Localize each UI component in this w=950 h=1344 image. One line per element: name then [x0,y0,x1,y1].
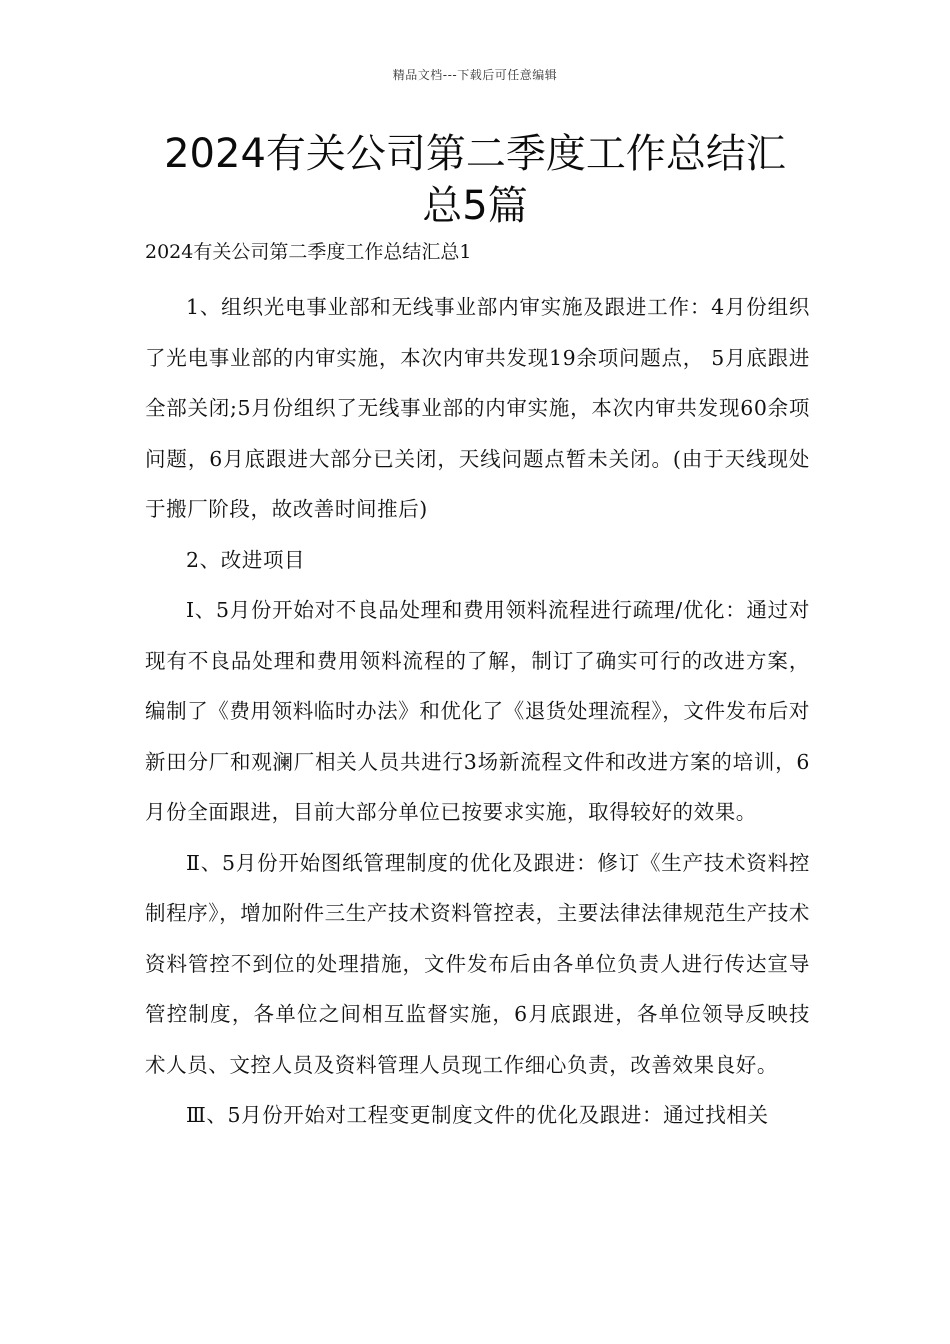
document-body [145,234,810,1141]
paragraph-1: 1、组织光电事业部和无线事业部内审实施及跟进工作：4月份组织了光电事业部的内审实施，本次内审共发现19余项问题点， 5月底跟进全部关闭;5月份组织了无线事业部的内审实施，本次内审共发现60余项问题，6月底跟进大部分已关闭，天线问题点暂未关闭。(由于天线现处于搬厂阶段，故改善时间推后) [145,295,810,521]
header-note: 精品文档---下载后可任意编辑 [392,68,558,82]
section-subtitle: 2024有关公司第二季度工作总结汇总1 [145,241,472,263]
paragraph-4: Ⅱ、5月份开始图纸管理制度的优化及跟进：修订《生产技术资料控制程序》，增加附件三生产技术资料管控表，主要法律法律规范生产技术资料管控不到位的处理措施，文件发布后由各单位负责人进行传达宣导管控制度，各单位之间相互监督实施，6月底跟进，各单位领导反映技术人员、文控人员及资料管理人员现工作细心负责，改善效果良好。 [145,850,810,1077]
paragraph-5: Ⅲ、5月份开始对工程变更制度文件的优化及跟进：通过找相关 [186,1103,769,1127]
document-title: 2024有关公司第二季度工作总结汇总5篇 [164,131,786,229]
paragraph-2: 2、改进项目 [186,547,306,572]
paragraph-3: Ⅰ、5月份开始对不良品处理和费用领料流程进行疏理/优化：通过对现有不良品处理和费用领料流程的了解，制订了确实可行的改进方案，编制了《费用领料临时办法》和优化了《退货处理流程》，文件发布后对新田分厂和观澜厂相关人员共进行3场新流程文件和改进方案的培训，6月份全面跟进，目前大部分单位已按要求实施，取得较好的效果。 [145,598,810,824]
